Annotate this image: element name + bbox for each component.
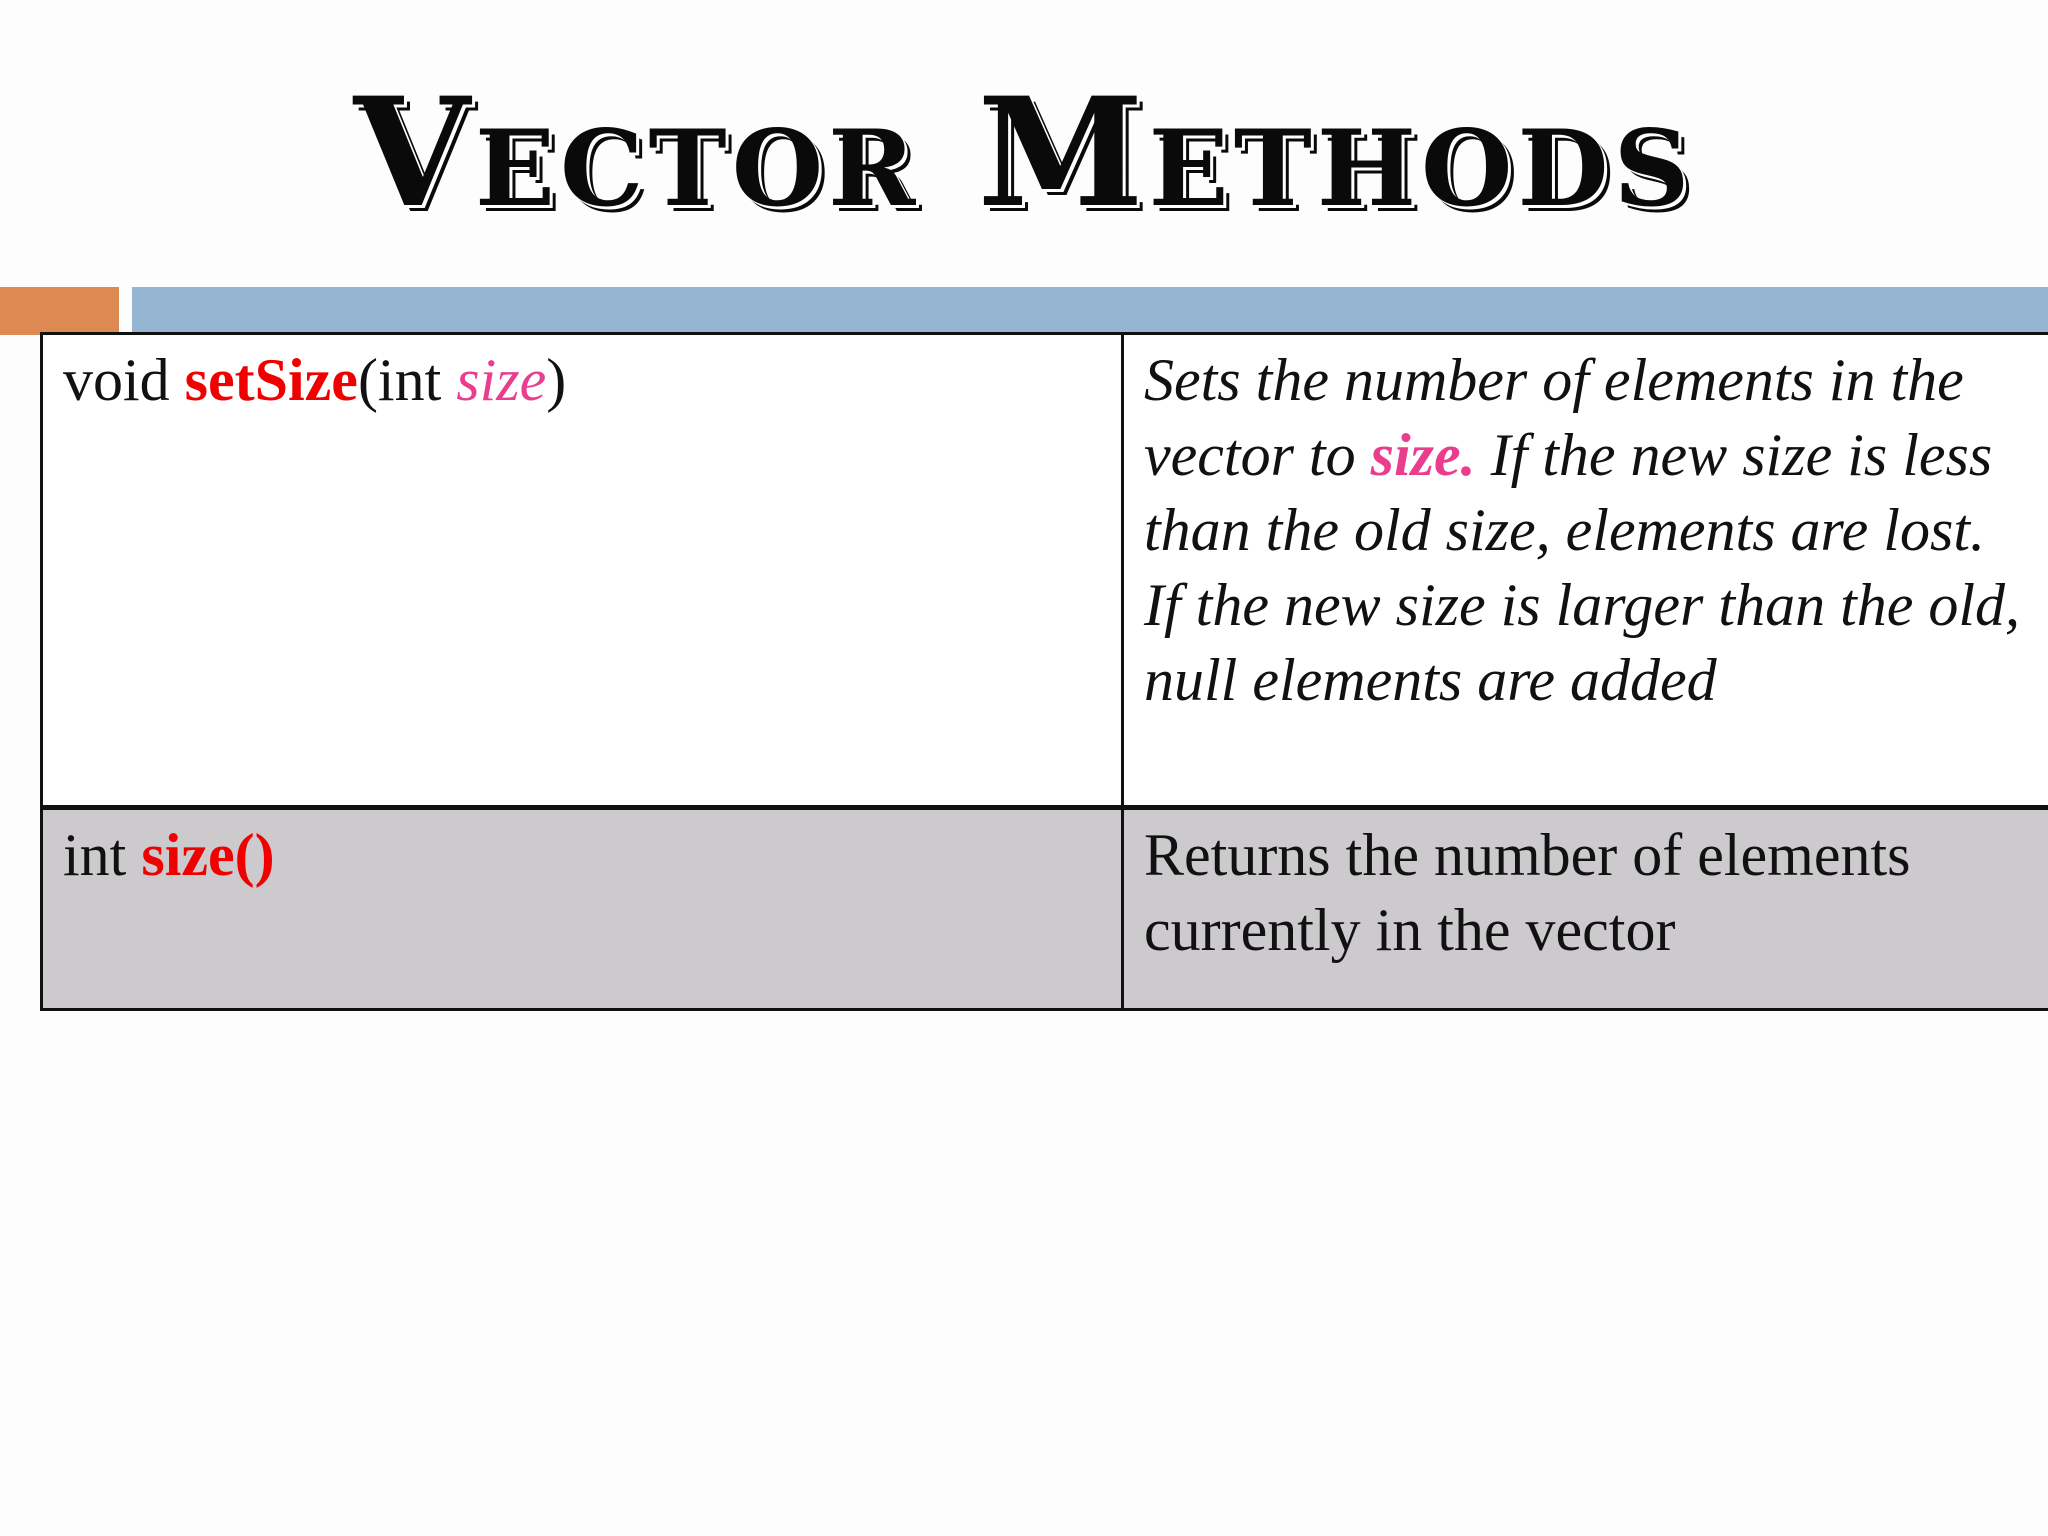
method-signature-cell bbox=[42, 808, 1123, 1010]
param-name: size bbox=[456, 347, 547, 413]
description-param: size. bbox=[1370, 422, 1476, 488]
methods-table bbox=[40, 332, 2048, 1011]
method-name: setSize bbox=[184, 347, 358, 413]
description-text: Returns the number of elements currently in the vector bbox=[1144, 822, 1911, 963]
accent-bar-orange bbox=[0, 287, 119, 335]
description-text-start: Sets the number of elements in the vector to bbox=[1144, 347, 1964, 488]
method-name: size() bbox=[141, 822, 275, 888]
method-description-cell bbox=[1123, 334, 2048, 808]
method-description-cell bbox=[1123, 808, 2048, 1010]
description-text-end: If the new size is less than the old size, elements are lost. If the new size is larger than the old, null elements are added bbox=[1144, 422, 2021, 713]
param-open: (int bbox=[357, 347, 457, 413]
slide-title: Vector Methods bbox=[353, 65, 1695, 241]
table-row bbox=[42, 334, 2048, 808]
param-close: ) bbox=[546, 347, 567, 413]
accent-bar-blue bbox=[132, 287, 2048, 335]
table-row bbox=[42, 808, 2048, 1010]
return-type: int bbox=[63, 822, 142, 888]
return-type: void bbox=[63, 347, 185, 413]
method-signature-cell bbox=[42, 334, 1123, 808]
